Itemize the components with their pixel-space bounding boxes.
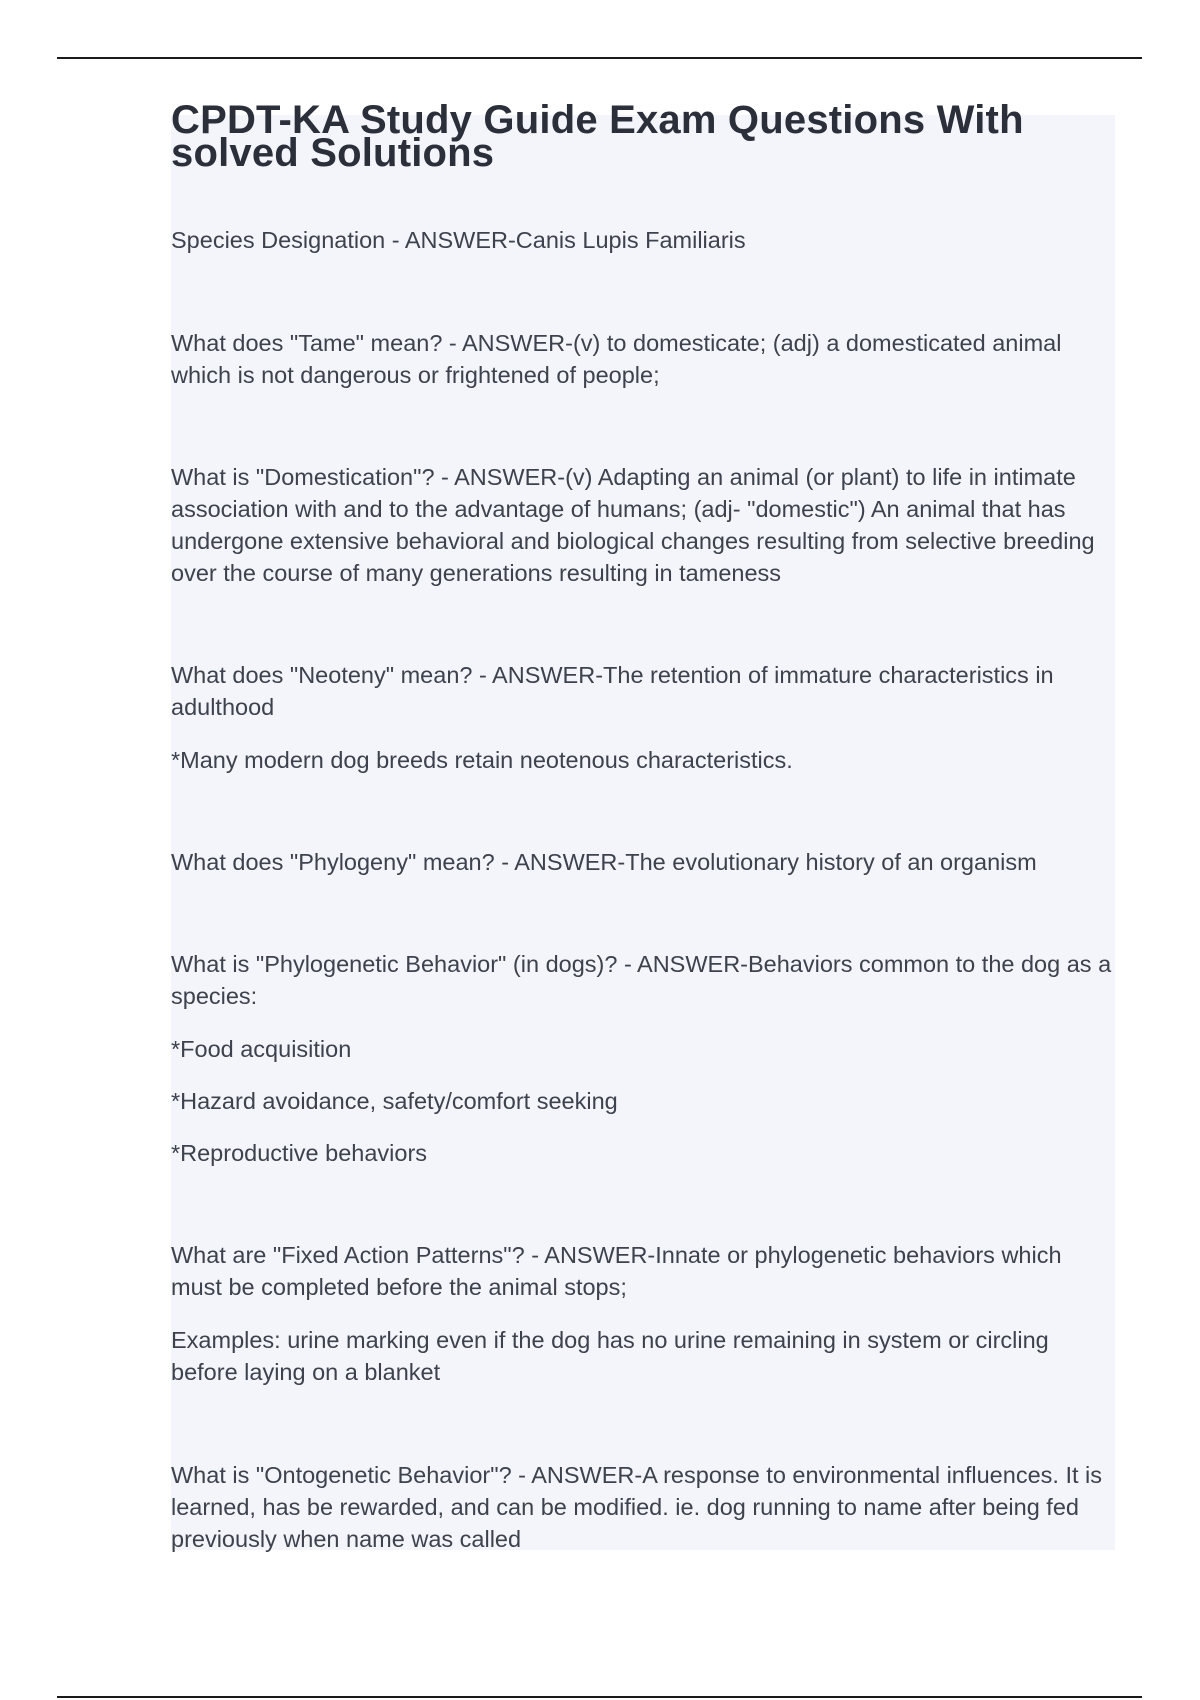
paragraph-tame: What does "Tame" mean? - ANSWER-(v) to domesticate; (adj) a domesticated animal which is not dangerous or frightened of people; (171, 330, 1062, 388)
paragraph-fixed-action-patterns: What are "Fixed Action Patterns"? - ANSWER-Innate or phylogenetic behaviors which must be completed before the animal stops; (171, 1242, 1062, 1300)
paragraph-neoteny-note: *Many modern dog breeds retain neotenous characteristics. (171, 747, 793, 773)
document-title: CPDT-KA Study Guide Exam Questions With solved Solutions (171, 98, 1024, 175)
bottom-rule (57, 1696, 1142, 1698)
paragraph-fixed-action-examples: Examples: urine marking even if the dog has no urine remaining in system or circling before laying on a blanket (171, 1327, 1049, 1385)
paragraph-ontogenetic-behavior: What is "Ontogenetic Behavior"? - ANSWER-A response to environmental influences. It is learned, has be rewarded, and can be modified. ie. dog running to name after being fed previously when name was called (171, 1462, 1103, 1552)
paragraph-phylogeny: What does "Phylogeny" mean? - ANSWER-The evolutionary history of an organism (171, 849, 1037, 875)
list-item-food-acquisition: *Food acquisition (171, 1036, 352, 1062)
paragraph-phylogenetic-behavior: What is "Phylogenetic Behavior" (in dogs)? - ANSWER-Behaviors common to the dog as a species: (171, 951, 1112, 1009)
list-item-reproductive-behaviors: *Reproductive behaviors (171, 1140, 428, 1166)
paragraph-neoteny: What does "Neoteny" mean? - ANSWER-The retention of immature characteristics in adulthood (171, 662, 1054, 720)
list-item-hazard-avoidance: *Hazard avoidance, safety/comfort seeking (171, 1088, 618, 1114)
paragraph-species-designation: Species Designation - ANSWER-Canis Lupis Familiaris (171, 227, 746, 253)
paragraph-domestication: What is "Domestication"? - ANSWER-(v) Adapting an animal (or plant) to life in intimate association with and to the advantage of humans; (adj- "domestic") An animal that has undergone extensive behavioral and biological changes resulting from selective breeding over the course of many generations resulting in tameness (171, 464, 1095, 586)
top-rule (57, 57, 1142, 59)
